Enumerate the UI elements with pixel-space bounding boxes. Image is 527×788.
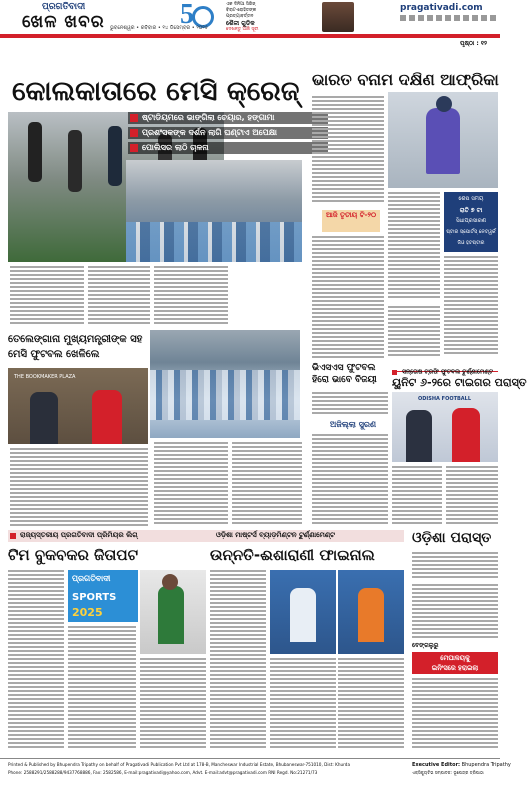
sports-logo-box	[68, 570, 138, 622]
football-side-note: ଅଜିଲ୍ଲା ସୁରଣ	[330, 420, 377, 429]
section-title: ଖେଳ ଖବର	[22, 12, 105, 32]
lead-sub-headline: ତେଲେଙ୍ଗାନା ମୁଖ୍ୟମନ୍ତ୍ରୀଙ୍କ ସହ ମେସି ଫୁଟବଲ ଖେଳିଲେ	[8, 334, 143, 360]
footer-exec-label: Executive Editor: Bhupendra Tripathy	[412, 762, 511, 768]
page-number: ପୃଷ୍ଠା : ୧୨	[460, 40, 487, 47]
footer-line-1: Printed & Published by Bhupendra Tripathy on behalf of Pragativadi Publication Pvt Ltd at 178-B, Mancheswar Industrial Estate, Bhubaneswar-751010, Dist: Khurda	[8, 762, 351, 767]
sports-logo-word: SPORTS	[72, 592, 117, 603]
masthead	[0, 0, 500, 34]
lead-story-col4	[154, 442, 228, 526]
bottom-left-headline: ଟିମ ବୁକବକର ଜିତାପଟ	[8, 546, 138, 564]
lead-photo-handshake	[8, 368, 148, 444]
cricket-photo	[388, 92, 498, 188]
promo-photo	[322, 2, 354, 32]
bottom-center-headline: ଉନ୍ନତି-ଈଶାରାଣୀ ଫାଇନାଲ	[210, 546, 375, 564]
bottom-right-col1	[412, 584, 498, 640]
football-photo	[392, 392, 498, 462]
tournament-bar-center: ଓଡ଼ିଶା ମାଷ୍ଟର୍ସ ବ୍ୟାଡ଼ମିଣ୍ଟନ ଟୁର୍ଣ୍ଣାମେଣ୍ଟ	[216, 531, 335, 539]
bottom-left-col1	[8, 570, 64, 752]
cricket-story-col5	[388, 306, 440, 360]
masthead-rule	[0, 34, 500, 38]
lead-story-col5	[232, 442, 302, 526]
bottom-center-photo-1	[270, 570, 336, 654]
football-story-col3	[392, 466, 442, 526]
bottom-center-photo-2	[338, 570, 404, 654]
cricket-headline: ଭାରତ ବନାମ ଦକ୍ଷିଣ ଆଫ୍ରିକା	[312, 70, 499, 89]
bullet-1: ଷ୍ଟାଡିୟମରେ ଭାଙ୍ଗିଲା ଚେୟାର, ହଙ୍ଗାମା	[128, 112, 328, 124]
football-left-headline: ଭିଏସଏସ ଫୁଟବଲ ହିରୋ ଭାବେ ବିଜୟୀ	[312, 363, 377, 385]
sports-logo-year: 2025	[72, 606, 103, 619]
lead-story-col1	[10, 266, 84, 326]
lead-story-col6	[10, 448, 148, 526]
bottom-center-col3	[338, 658, 404, 752]
bottom-right-col2	[412, 678, 498, 752]
tournament-bar	[8, 530, 404, 542]
bottom-right-headline: ଓଡ଼ିଶା ପରାସ୍ତ	[412, 530, 492, 546]
footer-exec-sub: ଏକ୍ସିକ୍ୟୁଟିଭ ସମ୍ପାଦକ: ଭୂପେନ୍ଦ୍ର ତ୍ରିପାଠୀ	[412, 770, 484, 775]
brand-name: ପ୍ରଗତିବାଦୀ	[42, 2, 86, 12]
tournament-bar-left: ରାଜ୍ୟସ୍ତରୀୟ ପ୍ରଗତିବାଦୀ ପ୍ରିମିୟର ଲିଗ୍‌	[20, 531, 138, 539]
lead-story-col2	[88, 266, 150, 326]
photo-banner: THE BOOKMAKER PLAZA	[14, 374, 76, 380]
today-box: ଆଜି ତୃତୀୟ ଟି-୨୦	[322, 210, 380, 232]
football-story-col2	[312, 434, 388, 526]
social-icons	[400, 15, 496, 21]
cricket-story-col3	[388, 192, 440, 302]
football-kicker: ସନ୍ତୋଷ ଟ୍ରଫି ଫୁଟବଲ ଟୁର୍ଣ୍ଣାମେଣ୍ଟ	[392, 362, 498, 372]
bottom-left-col3	[140, 658, 206, 752]
bottom-left-col2	[68, 626, 136, 752]
lead-photo-crowd	[126, 160, 302, 262]
bottom-right-sub: ବେଙ୍ଗଲୁରୁ	[412, 642, 439, 649]
dateline: ଭୁବନେଶ୍ୱର • ରବିବାର • ୧୪ ଡିସେମ୍ବର • ୨୦୨୫	[110, 25, 209, 31]
football-banner: ODISHA FOOTBALL	[418, 396, 472, 402]
football-story-col4	[446, 466, 498, 526]
cricket-story-col2	[312, 236, 384, 360]
cricket-feature-box: ଶେଷ ସମୟ ରାତି ୭ ଟା ସିଧାପ୍ରସାରଣ ଷ୍ଟାର ସ୍ପୋର୍ଟସ୍‌ ନେଟୱର୍କ ଜିଓ ହଟଷ୍ଟାର	[444, 192, 498, 252]
promo-box: ଏକ ଦିନିଆ ସିରିଜ୍‌ ବିରାଟ-ରୋହିତଙ୍କ ପ୍ରତ୍ୟାବର୍ତ୍ତନ ଶୈଳୀ ଗୁଡ଼ିକ ଦେଖନ୍ତୁ ଆଜି ସୂଚୀ	[226, 2, 259, 32]
footer	[0, 758, 511, 788]
football-headline: ୟୁନିଟ ୬-୨ରେ ଟାଇଗର ପରାସ୍ତ	[392, 376, 527, 389]
anniversary-badge: 5	[180, 0, 220, 32]
bottom-center-col2	[270, 658, 336, 752]
sports-logo-brand: ପ୍ରଗତିବାଦୀ	[72, 574, 111, 583]
football-story-col1	[312, 392, 388, 416]
lead-headline: କୋଲକାତାରେ ମେସି କ୍ରେଜ୍‌	[12, 76, 300, 107]
site-url[interactable]: pragativadi.com	[400, 3, 483, 13]
bottom-left-photo	[140, 570, 206, 654]
lead-bullets	[128, 112, 328, 162]
bottom-right-intro	[412, 552, 498, 580]
bottom-right-box: ମେଘାଳୟକୁ ଇନିଂସରେ ହରାଇଲା	[412, 652, 498, 674]
cricket-story-col4	[444, 256, 498, 356]
bottom-center-col1	[210, 570, 266, 752]
bullet-2: ପ୍ରଶଂସକଙ୍କ ଦର୍ଶନ ଲାଗି ଘଣ୍ଟାଏ ଅପେକ୍ଷା	[128, 127, 328, 139]
footer-line-2: Phone: 2588291/2588288/9437768886, Fax: 2582586, E-mail:pragativadi@yahoo.com, Advt. E-mail:advt@pragativadi.com RNI Regd. No:21271/73	[8, 770, 318, 775]
bullet-3: ପୋଲିସର ଲାଠି ଚାଳନା	[128, 142, 328, 154]
cricket-story-col1	[312, 96, 384, 206]
lead-story-col3	[154, 266, 228, 326]
lead-photo-crowd2	[150, 330, 300, 438]
